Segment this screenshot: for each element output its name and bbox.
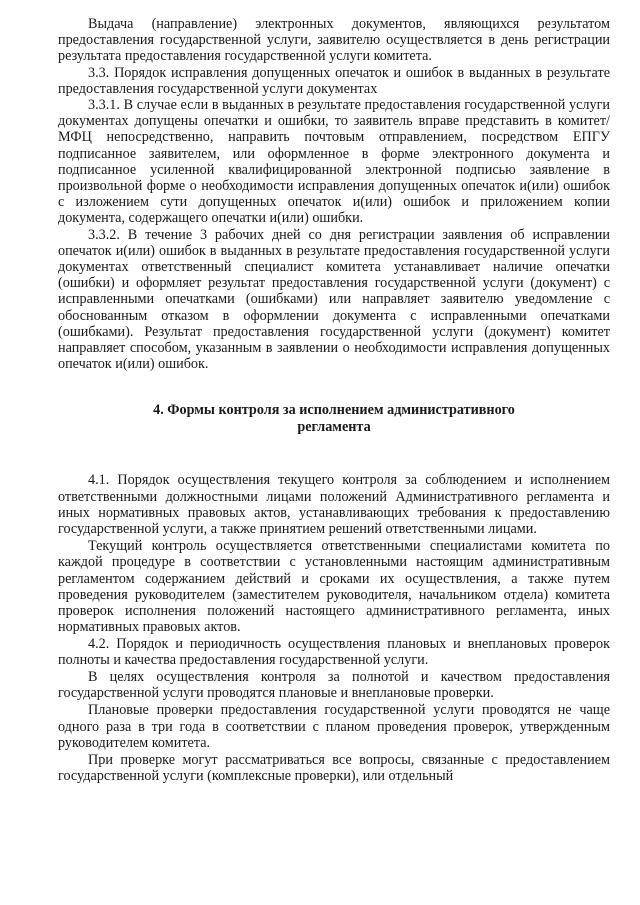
paragraph-3-3-1-error-application: 3.3.1. В случае если в выданных в результате предоставления государственной услуги документах допущены опечатки и ошибки, то заявитель вправе представить в комитет/МФЦ непосредственно, направить почтовым отправлением, посредством ЕПГУ подписанное заявителем, или оформленное в форме электронного документа и подписанное усиленной квалифицированной электронной подписью заявление в произвольной форме о необходимости исправления допущенных опечаток и(или) ошибок с изложением сути допущенных опечаток и(или) ошибок и приложением копии документа, содержащего опечатки и(или) ошибки. [58, 97, 610, 227]
paragraph-control-purpose: В целях осуществления контроля за полнотой и качеством предоставления государственной услуги проводятся плановые и внеплановые проверки. [58, 668, 610, 702]
paragraph-current-control-description: Текущий контроль осуществляется ответственными специалистами комитета по каждой процедуре в соответствии с установленными настоящим административным регламентом содержанием действий и сроками их осуществления, а также путем проведения руководителем (заместителем руководителя, начальником отдела) комитета проверок исполнения положений настоящего административного регламента, иных нормативных правовых актов. [58, 538, 610, 636]
paragraph-3-3-correction-procedure: 3.3. Порядок исправления допущенных опечаток и ошибок в выданных в результате предоставления государственной услуги документах [58, 64, 610, 97]
paragraph-4-2-inspections: 4.2. Порядок и периодичность осуществления плановых и внеплановых проверок полноты и качества предоставления государственной услуги. [58, 635, 610, 668]
paragraph-planned-inspections: Плановые проверки предоставления государственной услуги проводятся не чаще одного раза в три года в соответствии с планом проведения проверок, утвержденным руководителем комитета. [58, 702, 610, 751]
section-heading-control-forms: 4. Формы контроля за исполнением административного регламента [153, 402, 515, 436]
paragraph-issuance-electronic-documents: Выдача (направление) электронных документов, являющихся результатом предоставления государственной услуги, заявителю осуществляется в день регистрации результата предоставления государственной услуги комитета. [58, 16, 610, 65]
paragraph-3-3-2-correction-term: 3.3.2. В течение 3 рабочих дней со дня регистрации заявления об исправлении опечаток и(или) ошибок в выданных в результате предоставления государственной услуги документах ответственный специалист комитета устанавливает наличие опечатки (ошибки) и оформляет результат предоставления государственной услуги (документ) с исправленными опечатками (ошибками) или направляет заявителю уведомление с обоснованным отказом в оформлении документа с исправленными опечатками (ошибками). Результат предоставления государственной услуги (документ) комитет направляет способом, указанным в заявлении о необходимости исправления допущенных опечаток и(или) ошибок. [58, 226, 610, 373]
paragraph-inspection-scope: При проверке могут рассматриваться все вопросы, связанные с предоставлением государственной услуги (комплексные проверки), или отдельный [58, 751, 610, 785]
paragraph-4-1-current-control: 4.1. Порядок осуществления текущего контроля за соблюдением и исполнением ответственными должностными лицами положений Административного регламента и иных нормативных правовых актов, устанавливающих требования к предоставлению государственной услуги, а также принятием решений ответственными лицами. [58, 472, 610, 538]
document-page [58, 16, 610, 784]
